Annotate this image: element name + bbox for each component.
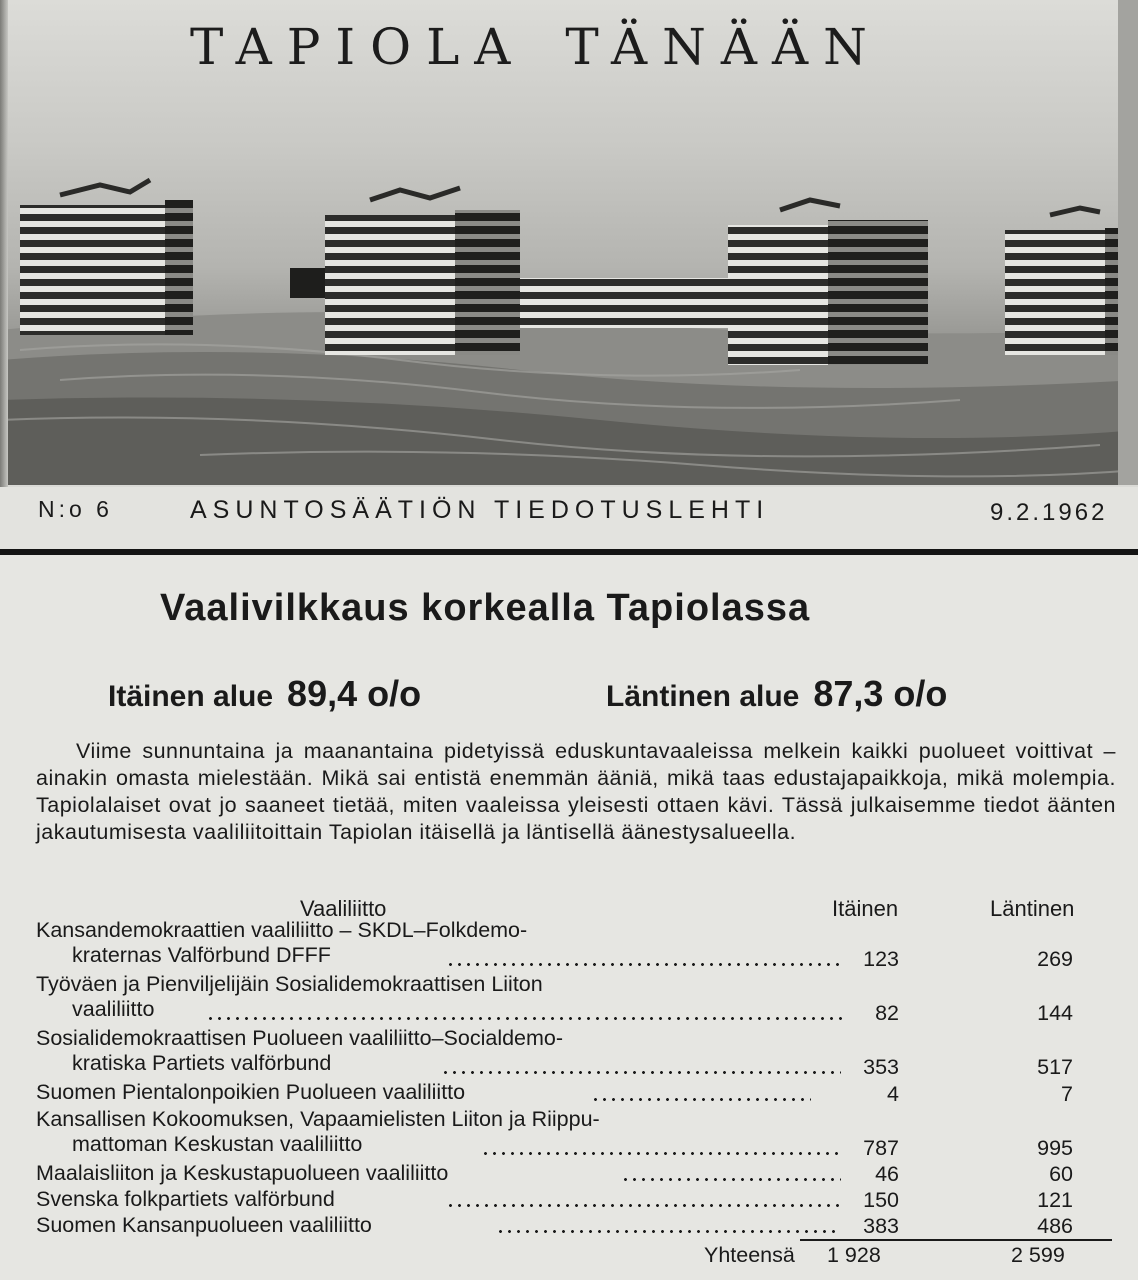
party-name <box>36 1213 372 1238</box>
issue-number: N:o 6 <box>38 496 113 522</box>
total-east-votes: 1 928 <box>827 1243 881 1267</box>
turnout-west-label: Läntinen alue <box>606 680 800 713</box>
dot-leader <box>591 1085 811 1107</box>
table-row <box>36 1107 1081 1161</box>
west-votes: 517 <box>1037 1055 1073 1079</box>
west-votes: 7 <box>1061 1082 1073 1106</box>
party-name-line-2: mattoman Keskustan vaaliliitto <box>72 1132 363 1156</box>
article-intro <box>36 738 1116 846</box>
column-header-east: Itäinen <box>832 896 899 921</box>
total-west-votes: 2 599 <box>1011 1243 1065 1267</box>
west-votes: 995 <box>1037 1136 1073 1160</box>
publication-name: ASUNTOSÄÄTIÖN TIEDOTUSLEHTI <box>190 496 770 524</box>
column-header-party: Vaaliliitto <box>300 896 387 921</box>
turnout-east <box>108 673 421 715</box>
article-headline: Vaalivilkkaus korkealla Tapiolassa <box>160 587 811 629</box>
dot-leader <box>621 1165 841 1187</box>
party-name-line-1: Suomen Pientalonpoikien Puolueen vaaliliitto <box>36 1080 466 1104</box>
west-votes: 486 <box>1037 1214 1073 1238</box>
west-votes: 269 <box>1037 947 1073 971</box>
party-name-line-1: Kansandemokraattien vaaliliitto – SKDL–Folkdemo- <box>36 918 528 942</box>
east-votes: 4 <box>887 1082 899 1106</box>
party-name <box>36 1187 335 1212</box>
total-label: Yhteensä <box>704 1243 795 1267</box>
table-row <box>36 1161 1081 1187</box>
column-header-west: Läntinen <box>990 896 1075 921</box>
party-name-line-2: kratiska Partiets valförbund <box>72 1051 332 1075</box>
east-votes: 46 <box>875 1162 899 1186</box>
east-votes: 123 <box>863 947 899 971</box>
east-votes: 82 <box>875 1001 899 1025</box>
article <box>0 555 1138 1280</box>
turnout-east-value: 89,4 o/o <box>287 673 422 714</box>
party-name-line-1: Maalaisliiton ja Keskustapuolueen vaaliliitto <box>36 1161 449 1185</box>
intro-paragraph: Viime sunnuntaina ja maanantaina pidetyissä eduskuntavaaleissa melkein kaikki puolueet voittivat – ainakin omasta mielestään. Mikä sai entistä enemmän ääniä, mikä taas edustajapaikkoja, mikä molempia. Tapiolalaiset ovat jo saaneet tietää, miten vaaleissa yleisesti ottaen kävi. Tässä julkaisemme tiedot äänten jakautumisesta vaaliliitoittain Tapiolan itäisellä ja läntisellä äänestysalueella. <box>36 739 1116 844</box>
table-row <box>36 1080 1081 1107</box>
east-votes: 150 <box>863 1188 899 1212</box>
dot-leader <box>446 950 841 972</box>
masthead-title-word-1: TAPIOLA <box>190 18 526 76</box>
party-name-line-1: Svenska folkpartiets valförbund <box>36 1187 335 1211</box>
turnout-west <box>606 673 947 715</box>
table-row <box>36 1213 1081 1239</box>
party-name <box>36 1161 448 1186</box>
dot-leader <box>496 1217 841 1239</box>
table-row <box>36 972 1081 1026</box>
party-name-line-1: Kansallisen Kokoomuksen, Vapaamielisten Liiton ja Riippu- <box>36 1107 600 1131</box>
issue-date: 9.2.1962 <box>990 499 1108 526</box>
page-edge-shadow <box>1118 0 1138 485</box>
masthead-title <box>190 18 1020 76</box>
issue-strap <box>0 487 1138 549</box>
masthead-title-word-2: TÄNÄÄN <box>565 18 882 76</box>
party-name <box>36 1080 465 1105</box>
masthead-photo <box>0 0 1138 485</box>
table-row <box>36 1187 1081 1213</box>
east-votes: 787 <box>863 1136 899 1160</box>
party-name-line-1: Työväen ja Pienviljelijäin Sosialidemokraattisen Liiton <box>36 972 543 996</box>
table-row <box>36 1026 1081 1080</box>
table-row <box>36 918 1081 972</box>
party-name-line-2: kraternas Valförbund DFFF <box>72 943 331 967</box>
total-rule <box>800 1239 1112 1241</box>
dot-leader <box>441 1058 841 1080</box>
west-votes: 60 <box>1049 1162 1073 1186</box>
turnout-west-value: 87,3 o/o <box>813 673 948 714</box>
east-votes: 353 <box>863 1055 899 1079</box>
west-votes: 144 <box>1037 1001 1073 1025</box>
party-name-line-2: vaaliliitto <box>72 997 155 1021</box>
dot-leader <box>446 1191 841 1213</box>
dot-leader <box>481 1139 841 1161</box>
turnout-east-label: Itäinen alue <box>108 680 274 713</box>
east-votes: 383 <box>863 1214 899 1238</box>
west-votes: 121 <box>1037 1188 1073 1212</box>
party-name-line-1: Suomen Kansanpuolueen vaaliliitto <box>36 1213 372 1237</box>
party-name-line-1: Sosialidemokraattisen Puolueen vaaliliitto–Socialdemo- <box>36 1026 564 1050</box>
dot-leader <box>206 1004 846 1026</box>
